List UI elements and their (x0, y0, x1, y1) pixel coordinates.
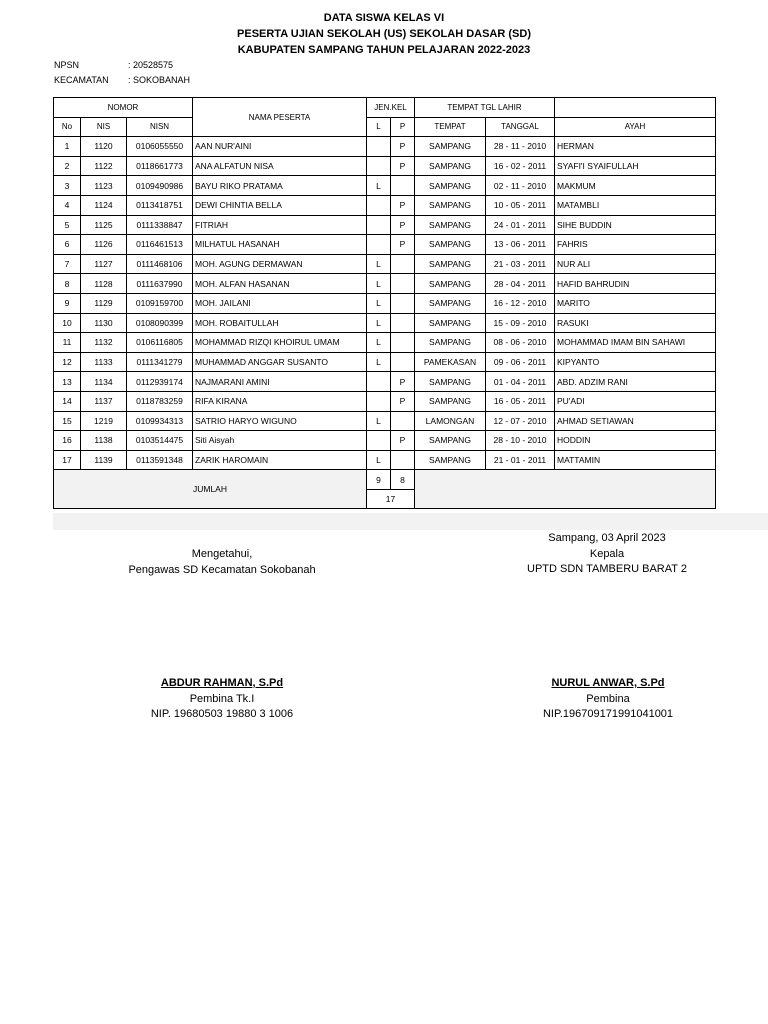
totals-row (54, 470, 716, 490)
cell-nama: FITRIAH (193, 215, 367, 235)
table-row (54, 195, 716, 215)
cell-ayah: SIHE BUDDIN (555, 215, 716, 235)
cell-tanggal: 21 - 01 - 2011 (486, 450, 555, 470)
cell-nis: 1123 (81, 176, 127, 196)
cell-p (391, 274, 415, 294)
cell-nisn: 0112939174 (127, 372, 193, 392)
cell-nisn: 0113418751 (127, 195, 193, 215)
cell-p (391, 411, 415, 431)
cell-l: L (367, 352, 391, 372)
table-row (54, 352, 716, 372)
header-ayah: AYAH (555, 117, 716, 137)
cell-no: 13 (54, 372, 81, 392)
cell-nama: MOH. ROBAITULLAH (193, 313, 367, 333)
cell-l (367, 235, 391, 255)
cell-nama: RIFA KIRANA (193, 391, 367, 411)
place-date: Sampang, 03 April 2023 (548, 532, 666, 544)
cell-l: L (367, 254, 391, 274)
cell-nama: BAYU RIKO PRATAMA (193, 176, 367, 196)
cell-tanggal: 21 - 03 - 2011 (486, 254, 555, 274)
doc-title-3: KABUPATEN SAMPANG TAHUN PELAJARAN 2022-2023 (237, 44, 531, 56)
kecamatan-value: : SOKOBANAH (128, 75, 191, 85)
cell-no: 9 (54, 293, 81, 313)
cell-nama: MILHATUL HASANAH (193, 235, 367, 255)
cell-no: 11 (54, 333, 81, 353)
cell-ayah: AHMAD SETIAWAN (555, 411, 716, 431)
cell-tanggal: 28 - 04 - 2011 (486, 274, 555, 294)
cell-ayah: MAKMUM (555, 176, 716, 196)
cell-no: 12 (54, 352, 81, 372)
cell-l: L (367, 411, 391, 431)
table-row (54, 313, 716, 333)
student-table (53, 97, 716, 509)
cell-l (367, 195, 391, 215)
cell-nis: 1128 (81, 274, 127, 294)
cell-no: 17 (54, 450, 81, 470)
cell-nama: MOH. JAILANI (193, 293, 367, 313)
cell-ayah: MOHAMMAD IMAM BIN SAHAWI (555, 333, 716, 353)
cell-tempat: SAMPANG (415, 431, 486, 451)
cell-ayah: MARITO (555, 293, 716, 313)
cell-p (391, 352, 415, 372)
cell-nis: 1219 (81, 411, 127, 431)
table-row (54, 293, 716, 313)
cell-nis: 1126 (81, 235, 127, 255)
cell-nis: 1138 (81, 431, 127, 451)
cell-ayah: FAHRIS (555, 235, 716, 255)
cell-tempat: SAMPANG (415, 254, 486, 274)
cell-nama: ANA ALFATUN NISA (193, 156, 367, 176)
table-row (54, 215, 716, 235)
cell-tempat: SAMPANG (415, 293, 486, 313)
cell-tanggal: 15 - 09 - 2010 (486, 313, 555, 333)
table-row (54, 137, 716, 157)
cell-l (367, 156, 391, 176)
cell-ayah: KIPYANTO (555, 352, 716, 372)
total-p: 8 (391, 470, 415, 490)
signature-right-bottom (502, 676, 714, 723)
cell-nisn: 0111341279 (127, 352, 193, 372)
header-tanggal: TANGGAL (486, 117, 555, 137)
cell-nama: NAJMARANI AMINI (193, 372, 367, 392)
cell-no: 14 (54, 391, 81, 411)
kecamatan-line (54, 75, 190, 85)
cell-tempat: SAMPANG (415, 235, 486, 255)
totals-blank (415, 470, 716, 509)
cell-p: P (391, 195, 415, 215)
cell-nama: DEWI CHINTIA BELLA (193, 195, 367, 215)
npsn-label: NPSN (54, 60, 80, 70)
left-title-1: Mengetahui, (191, 548, 253, 560)
cell-tempat: SAMPANG (415, 137, 486, 157)
total-all: 17 (367, 489, 415, 509)
cell-ayah: HERMAN (555, 137, 716, 157)
npsn-value: : 20528575 (128, 60, 174, 70)
cell-p: P (391, 137, 415, 157)
header-p: P (391, 117, 415, 137)
table-row (54, 274, 716, 294)
cell-nisn: 0109934313 (127, 411, 193, 431)
cell-tempat: SAMPANG (415, 215, 486, 235)
footer-band (53, 513, 768, 530)
doc-title-1: DATA SISWA KELAS VI (323, 12, 445, 24)
header-nis: NIS (81, 117, 127, 137)
table-row (54, 450, 716, 470)
cell-l (367, 391, 391, 411)
cell-ayah: SYAFI'I SYAIFULLAH (555, 156, 716, 176)
cell-no: 7 (54, 254, 81, 274)
cell-l: L (367, 274, 391, 294)
cell-nisn: 0109490986 (127, 176, 193, 196)
table-row (54, 176, 716, 196)
cell-l: L (367, 293, 391, 313)
cell-no: 3 (54, 176, 81, 196)
cell-nama: SATRIO HARYO WIGUNO (193, 411, 367, 431)
table-row (54, 333, 716, 353)
cell-ayah: MATAMBLI (555, 195, 716, 215)
cell-ayah: ABD. ADZIM RANI (555, 372, 716, 392)
cell-nisn: 0116461513 (127, 235, 193, 255)
signature-left-bottom (102, 676, 342, 723)
cell-nama: Siti Aisyah (193, 431, 367, 451)
table-row (54, 156, 716, 176)
header-blank (555, 98, 716, 118)
header-no: No (54, 117, 81, 137)
cell-ayah: HODDIN (555, 431, 716, 451)
cell-p (391, 254, 415, 274)
cell-tempat: SAMPANG (415, 391, 486, 411)
cell-nis: 1129 (81, 293, 127, 313)
kecamatan-label: KECAMATAN (54, 75, 109, 85)
npsn-line (54, 60, 173, 70)
right-signer-name: NURUL ANWAR, S.Pd (551, 677, 665, 689)
cell-l (367, 215, 391, 235)
header-nama: NAMA PESERTA (193, 98, 367, 137)
cell-tempat: SAMPANG (415, 372, 486, 392)
right-title-2: UPTD SDN TAMBERU BARAT 2 (527, 563, 687, 575)
left-signer-name: ABDUR RAHMAN, S.Pd (160, 677, 284, 689)
cell-tanggal: 01 - 04 - 2011 (486, 372, 555, 392)
signature-right-top (502, 531, 712, 578)
cell-p (391, 293, 415, 313)
cell-l (367, 431, 391, 451)
cell-nisn: 0111338847 (127, 215, 193, 235)
header-l: L (367, 117, 391, 137)
cell-no: 8 (54, 274, 81, 294)
cell-tanggal: 28 - 11 - 2010 (486, 137, 555, 157)
cell-ayah: MATTAMIN (555, 450, 716, 470)
cell-nisn: 0118661773 (127, 156, 193, 176)
cell-nisn: 0103514475 (127, 431, 193, 451)
cell-ayah: RASUKI (555, 313, 716, 333)
cell-nis: 1124 (81, 195, 127, 215)
cell-tempat: SAMPANG (415, 333, 486, 353)
cell-tempat: SAMPANG (415, 274, 486, 294)
cell-no: 15 (54, 411, 81, 431)
cell-tanggal: 16 - 05 - 2011 (486, 391, 555, 411)
left-signer-rank: Pembina Tk.I (189, 692, 255, 705)
cell-tanggal: 08 - 06 - 2010 (486, 333, 555, 353)
table-row (54, 372, 716, 392)
cell-nama: MOH. ALFAN HASANAN (193, 274, 367, 294)
cell-nis: 1130 (81, 313, 127, 333)
header-tempat: TEMPAT (415, 117, 486, 137)
cell-nama: MOHAMMAD RIZQI KHOIRUL UMAM (193, 333, 367, 353)
cell-tempat: SAMPANG (415, 156, 486, 176)
cell-nis: 1134 (81, 372, 127, 392)
left-title-2: Pengawas SD Kecamatan Sokobanah (128, 563, 316, 576)
cell-tempat: SAMPANG (415, 313, 486, 333)
cell-nis: 1132 (81, 333, 127, 353)
table-row (54, 411, 716, 431)
cell-no: 5 (54, 215, 81, 235)
signature-left-top (102, 547, 342, 578)
cell-nis: 1139 (81, 450, 127, 470)
cell-l: L (367, 333, 391, 353)
left-signer-nip: NIP. 19680503 19880 3 1006 (150, 708, 294, 720)
cell-no: 6 (54, 235, 81, 255)
cell-l: L (367, 313, 391, 333)
table-row (54, 391, 716, 411)
cell-l: L (367, 450, 391, 470)
header-nomor: NOMOR (54, 98, 193, 118)
cell-tanggal: 28 - 10 - 2010 (486, 431, 555, 451)
cell-tanggal: 16 - 02 - 2011 (486, 156, 555, 176)
cell-p (391, 450, 415, 470)
cell-tanggal: 12 - 07 - 2010 (486, 411, 555, 431)
cell-l (367, 372, 391, 392)
cell-tempat: SAMPANG (415, 450, 486, 470)
cell-nis: 1125 (81, 215, 127, 235)
cell-nisn: 0118783259 (127, 391, 193, 411)
cell-tanggal: 16 - 12 - 2010 (486, 293, 555, 313)
cell-ayah: NUR ALI (555, 254, 716, 274)
cell-p (391, 176, 415, 196)
cell-no: 4 (54, 195, 81, 215)
total-l: 9 (367, 470, 391, 490)
cell-p: P (391, 431, 415, 451)
cell-nis: 1137 (81, 391, 127, 411)
cell-tanggal: 24 - 01 - 2011 (486, 215, 555, 235)
cell-p: P (391, 156, 415, 176)
table-row (54, 431, 716, 451)
cell-nisn: 0113591348 (127, 450, 193, 470)
cell-tanggal: 02 - 11 - 2010 (486, 176, 555, 196)
cell-p: P (391, 372, 415, 392)
cell-p: P (391, 215, 415, 235)
cell-no: 1 (54, 137, 81, 157)
cell-nisn: 0106116805 (127, 333, 193, 353)
cell-nisn: 0111468106 (127, 254, 193, 274)
cell-tempat: SAMPANG (415, 176, 486, 196)
cell-tempat: SAMPANG (415, 195, 486, 215)
cell-p (391, 313, 415, 333)
cell-p: P (391, 391, 415, 411)
cell-nisn: 0111637990 (127, 274, 193, 294)
right-signer-nip: NIP.196709171991041001 (542, 708, 674, 720)
doc-title-2: PESERTA UJIAN SEKOLAH (US) SEKOLAH DASAR (SD) (237, 28, 531, 40)
cell-nis: 1127 (81, 254, 127, 274)
cell-nis: 1133 (81, 352, 127, 372)
cell-ayah: HAFID BAHRUDIN (555, 274, 716, 294)
cell-no: 16 (54, 431, 81, 451)
cell-nama: MUHAMMAD ANGGAR SUSANTO (193, 352, 367, 372)
cell-nis: 1120 (81, 137, 127, 157)
cell-nama: MOH. AGUNG DERMAWAN (193, 254, 367, 274)
cell-ayah: PU'ADI (555, 391, 716, 411)
cell-tempat: PAMEKASAN (415, 352, 486, 372)
cell-p (391, 333, 415, 353)
cell-tanggal: 10 - 05 - 2011 (486, 195, 555, 215)
right-title-1: Kepala (589, 547, 625, 560)
cell-nis: 1122 (81, 156, 127, 176)
jumlah-label: JUMLAH (54, 470, 367, 509)
cell-tanggal: 13 - 06 - 2011 (486, 235, 555, 255)
cell-no: 10 (54, 313, 81, 333)
header-jenkel: JEN.KEL (367, 98, 415, 118)
cell-nisn: 0109159700 (127, 293, 193, 313)
header-ttl: TEMPAT TGL LAHIR (415, 98, 555, 118)
cell-tempat: LAMONGAN (415, 411, 486, 431)
table-row (54, 254, 716, 274)
right-signer-rank: Pembina (586, 692, 630, 705)
header-nisn: NISN (127, 117, 193, 137)
cell-l: L (367, 176, 391, 196)
cell-l (367, 137, 391, 157)
cell-nama: AAN NUR'AINI (193, 137, 367, 157)
table-row (54, 235, 716, 255)
cell-nisn: 0108090399 (127, 313, 193, 333)
cell-nama: ZARIK HAROMAIN (193, 450, 367, 470)
cell-no: 2 (54, 156, 81, 176)
cell-tanggal: 09 - 06 - 2011 (486, 352, 555, 372)
cell-nisn: 0106055550 (127, 137, 193, 157)
cell-p: P (391, 235, 415, 255)
